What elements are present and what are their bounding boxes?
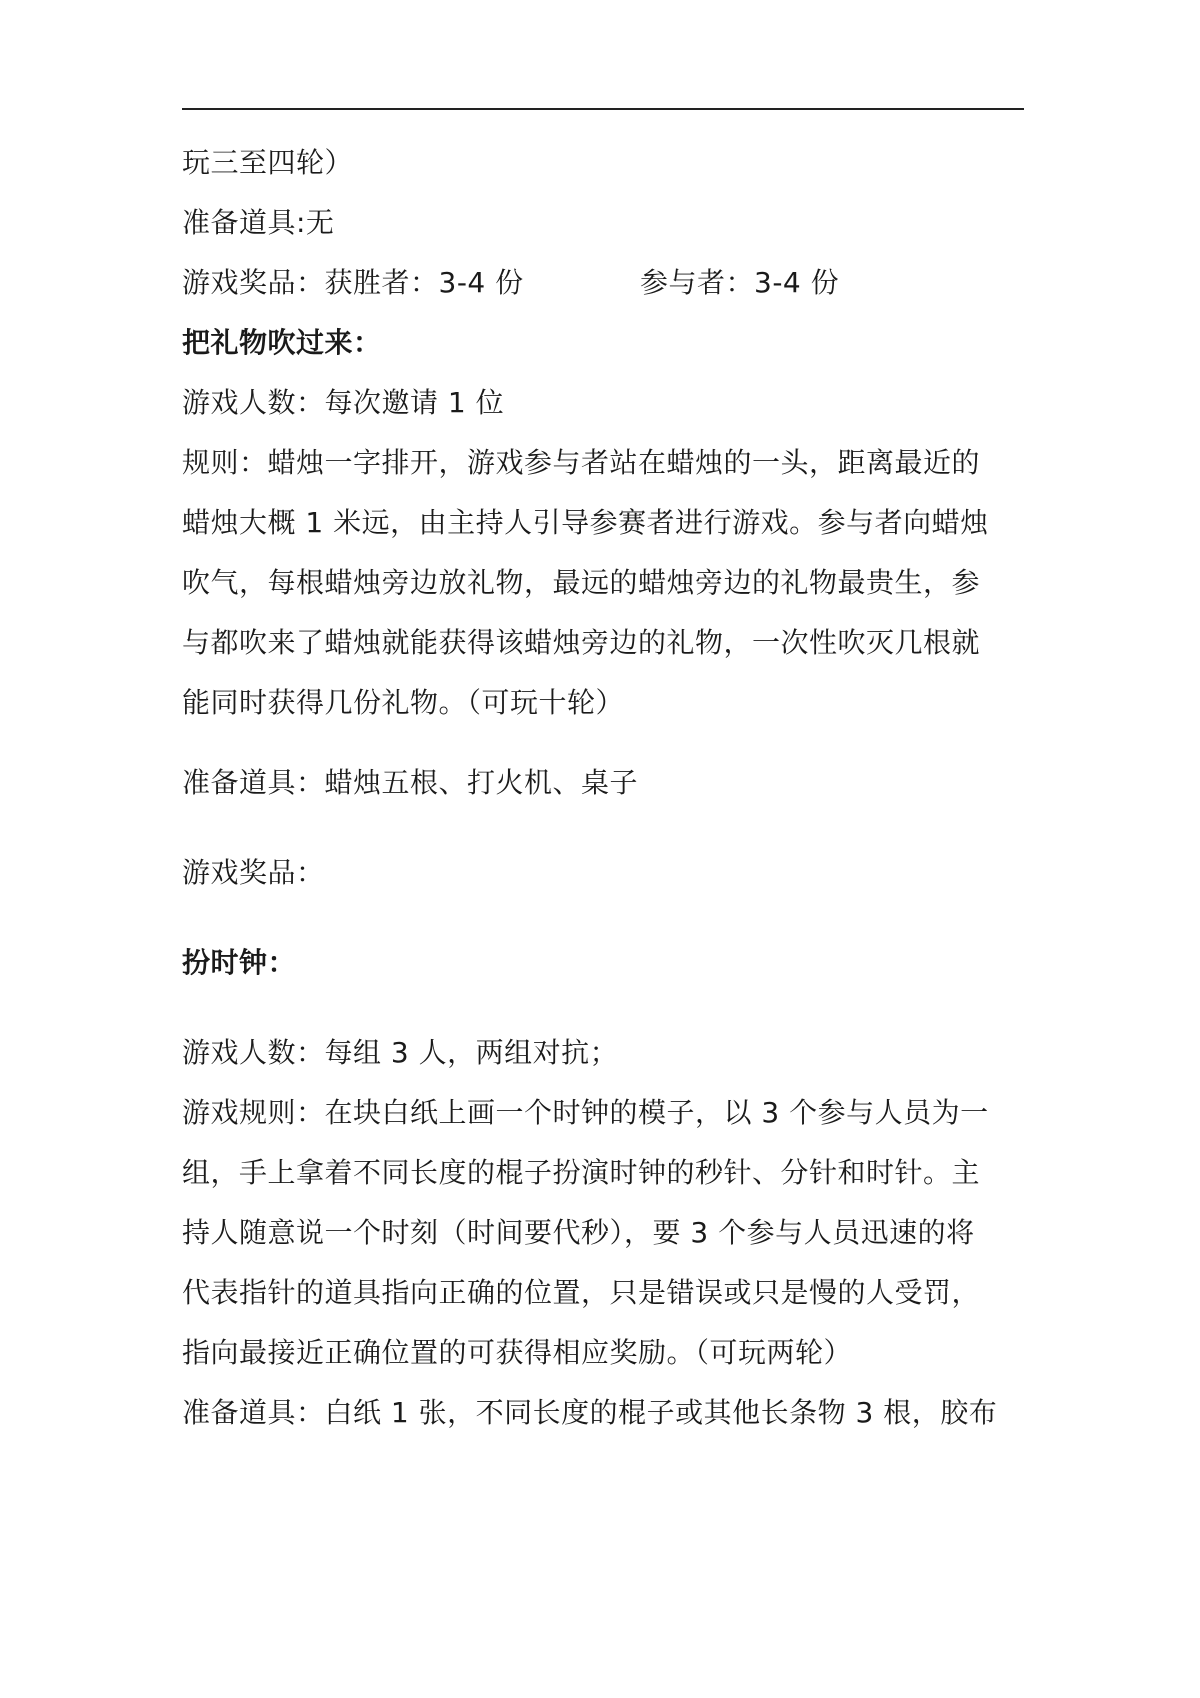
text-line: 指向最接近正确位置的可获得相应奖励。（可玩两轮） bbox=[182, 1336, 853, 1369]
text-line: 代表指针的道具指向正确的位置，只是错误或只是慢的人受罚， bbox=[182, 1276, 981, 1309]
text-line: 组，手上拿着不同长度的棍子扮演时钟的秒针、分针和时针。主 bbox=[182, 1156, 981, 1189]
text-line: 蜡烛大概 1 米远，由主持人引导参赛者进行游戏。参与者向蜡烛 bbox=[182, 506, 989, 539]
text-line: 与都吹来了蜡烛就能获得该蜡烛旁边的礼物，一次性吹灭几根就 bbox=[182, 626, 981, 659]
text-line: 准备道具：白纸 1 张，不同长度的棍子或其他长条物 3 根，胶布 bbox=[182, 1396, 998, 1429]
text-line: 游戏人数：每组 3 人，两组对抗； bbox=[182, 1036, 619, 1069]
text-line: 游戏奖品： bbox=[182, 856, 325, 889]
text-line: 持人随意说一个时刻（时间要代秒），要 3 个参与人员迅速的将 bbox=[182, 1216, 975, 1249]
text-line: 玩三至四轮） bbox=[182, 146, 354, 179]
participant-prize: 参与者：3-4 份 bbox=[640, 266, 840, 299]
text-line: 规则：蜡烛一字排开，游戏参与者站在蜡烛的一头，距离最近的 bbox=[182, 446, 981, 479]
winner-prize: 游戏奖品：获胜者：3-4 份 bbox=[182, 266, 524, 299]
text-line: 准备道具:无 bbox=[182, 206, 335, 239]
text-line: 能同时获得几份礼物。（可玩十轮） bbox=[182, 686, 625, 719]
section-heading: 扮时钟： bbox=[182, 946, 297, 979]
text-line: 准备道具：蜡烛五根、打火机、桌子 bbox=[182, 766, 639, 799]
text-line: 游戏人数：每次邀请 1 位 bbox=[182, 386, 505, 419]
section-heading: 把礼物吹过来： bbox=[182, 326, 382, 359]
text-line: 游戏规则：在块白纸上画一个时钟的模子，以 3 个参与人员为一 bbox=[182, 1096, 989, 1129]
header-rule bbox=[182, 108, 1024, 110]
text-line: 吹气，每根蜡烛旁边放礼物，最远的蜡烛旁边的礼物最贵生，参 bbox=[182, 566, 981, 599]
